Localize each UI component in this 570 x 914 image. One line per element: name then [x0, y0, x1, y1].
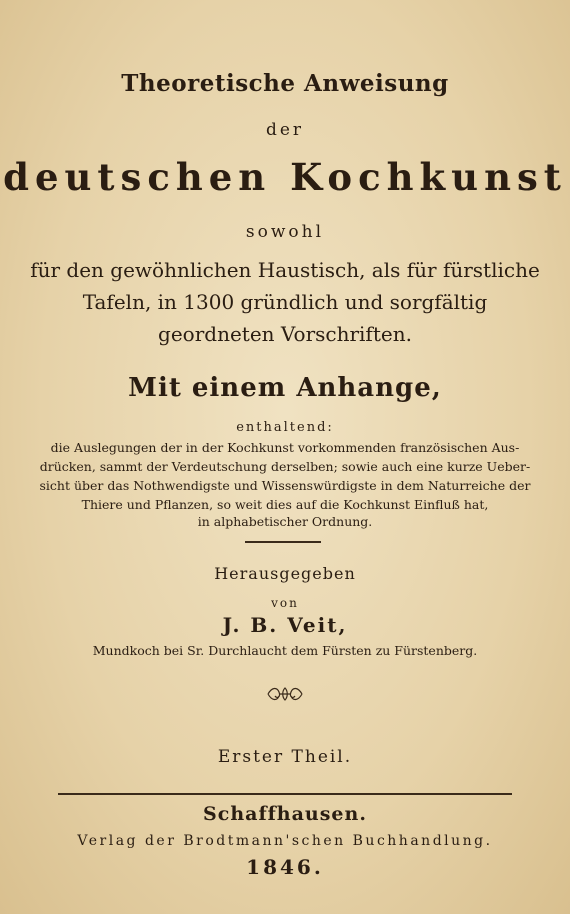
appendix-desc-line: Thiere und Pflanzen, so weit dies auf die Kochkunst Einfluß hat,: [81, 497, 489, 512]
ornament-icon: [266, 684, 304, 704]
appendix-desc-line: die Auslegungen der in der Kochkunst vorkommenden französischen Aus-: [50, 440, 520, 455]
editor-von: von: [271, 596, 299, 610]
editor-name: J. B. Veit,: [222, 613, 348, 637]
title-sowohl: sowohl: [245, 222, 325, 242]
year: 1846.: [246, 855, 324, 879]
subtitle-line-2: Tafeln, in 1300 gründlich und sorgfältig: [82, 290, 488, 314]
appendix-desc-line: sicht über das Nothwendigste und Wissenswürdigste in dem Naturreiche der: [39, 478, 531, 493]
appendix-enthaltend: enthaltend:: [236, 420, 334, 435]
editor-role: Mundkoch bei Sr. Durchlaucht dem Fürsten zu Fürstenberg.: [92, 643, 478, 658]
publisher: Verlag der Brodtmann'schen Buchhandlung.: [77, 833, 493, 849]
place: Schaffhausen.: [203, 803, 367, 825]
title-der: der: [265, 120, 305, 140]
divider-short: [245, 541, 321, 543]
editor-label: Herausgegeben: [214, 564, 356, 583]
appendix-desc-line: in alphabetischer Ordnung.: [197, 514, 373, 529]
subtitle-line-1: für den gewöhnlichen Haustisch, als für fürstliche: [30, 258, 540, 282]
subtitle-line-3: geordneten Vorschriften.: [158, 322, 412, 346]
main-title: deutschen Kochkunst: [3, 155, 567, 199]
title-line-1: Theoretische Anweisung: [121, 70, 449, 97]
volume-label: Erster Theil.: [217, 747, 353, 767]
divider-long: [58, 793, 512, 795]
appendix-desc-line: drücken, sammt der Verdeutschung derselben; sowie auch eine kurze Ueber-: [39, 459, 531, 474]
appendix-title: Mit einem Anhange,: [128, 373, 442, 403]
